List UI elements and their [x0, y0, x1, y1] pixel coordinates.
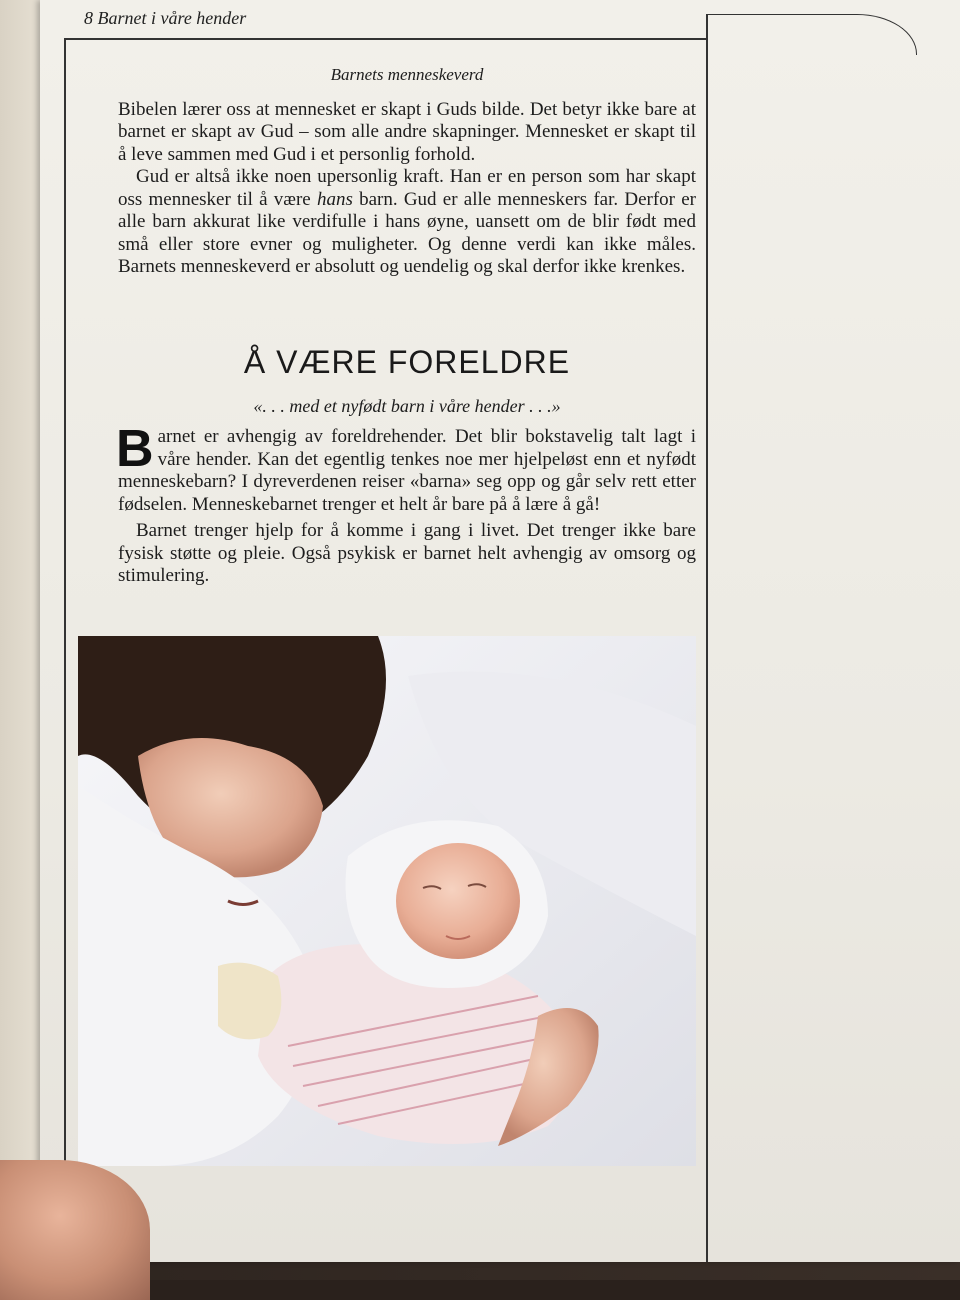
paragraph-text: arnet er avhengig av foreldrehender. Det blir bokstavelig talt lagt i våre hender. Kan det egentlig tenkes noe mer hjelpeløst enn et nyfødt menneskebarn? I dyreverdenen reiser «barna» seg opp og går selv rett etter fødselen. Menneskebarnet trenger et helt år bare på å lære å gå!: [118, 426, 696, 515]
section-barnets-menneskeverd: [118, 64, 696, 279]
knitted-blanket: [218, 963, 281, 1040]
chapter-heading: Å VÆRE FORELDRE: [243, 344, 571, 380]
paragraph: Gud er altså ikke noen upersonlig kraft. Han er en person som har skapt oss mennesker til å være hans barn. Gud er alle menneskers far. Derfor er alle barn akkurat like verdifulle i hans øyne, uansett om de blir født med små eller store evner og muligheter. Og denne verdi kan ikke måles. Barnets menneskeverd er absolutt og uendelig og skal derfor ikke krenkes.: [118, 166, 696, 277]
paragraph: Bibelen lærer oss at mennesket er skapt i Guds bilde. Det betyr ikke bare at barnet er skapt av Gud – som alle andre skapninger. Mennesket er skapt til å leve sammen med Gud i et personlig forhold.: [118, 98, 696, 165]
page-frame-curved-corner: [706, 14, 917, 55]
baby-face: [396, 843, 520, 959]
drop-cap: B: [116, 420, 154, 478]
running-head: 8 Barnet i våre hender: [84, 8, 247, 28]
page-frame-top-rule: [64, 38, 706, 40]
page-frame-left-rule: [64, 40, 66, 1262]
photo-illustration: [78, 636, 696, 1166]
paragraph: Barnet trenger hjelp for å komme i gang i livet. Det trenger ikke bare fysisk støtte og pleie. Også psykisk er barnet helt avhengig av omsorg og stimulering.: [118, 520, 696, 586]
paragraph: [116, 420, 696, 516]
chapter-body: [116, 420, 696, 588]
mother-with-newborn-photo: [78, 636, 696, 1166]
page-frame-middle-rule: [706, 14, 708, 1262]
chapter-subheading: «. . . med et nyfødt barn i våre hender . . .»: [253, 396, 561, 416]
section-title: Barnets menneskeverd: [330, 65, 484, 84]
